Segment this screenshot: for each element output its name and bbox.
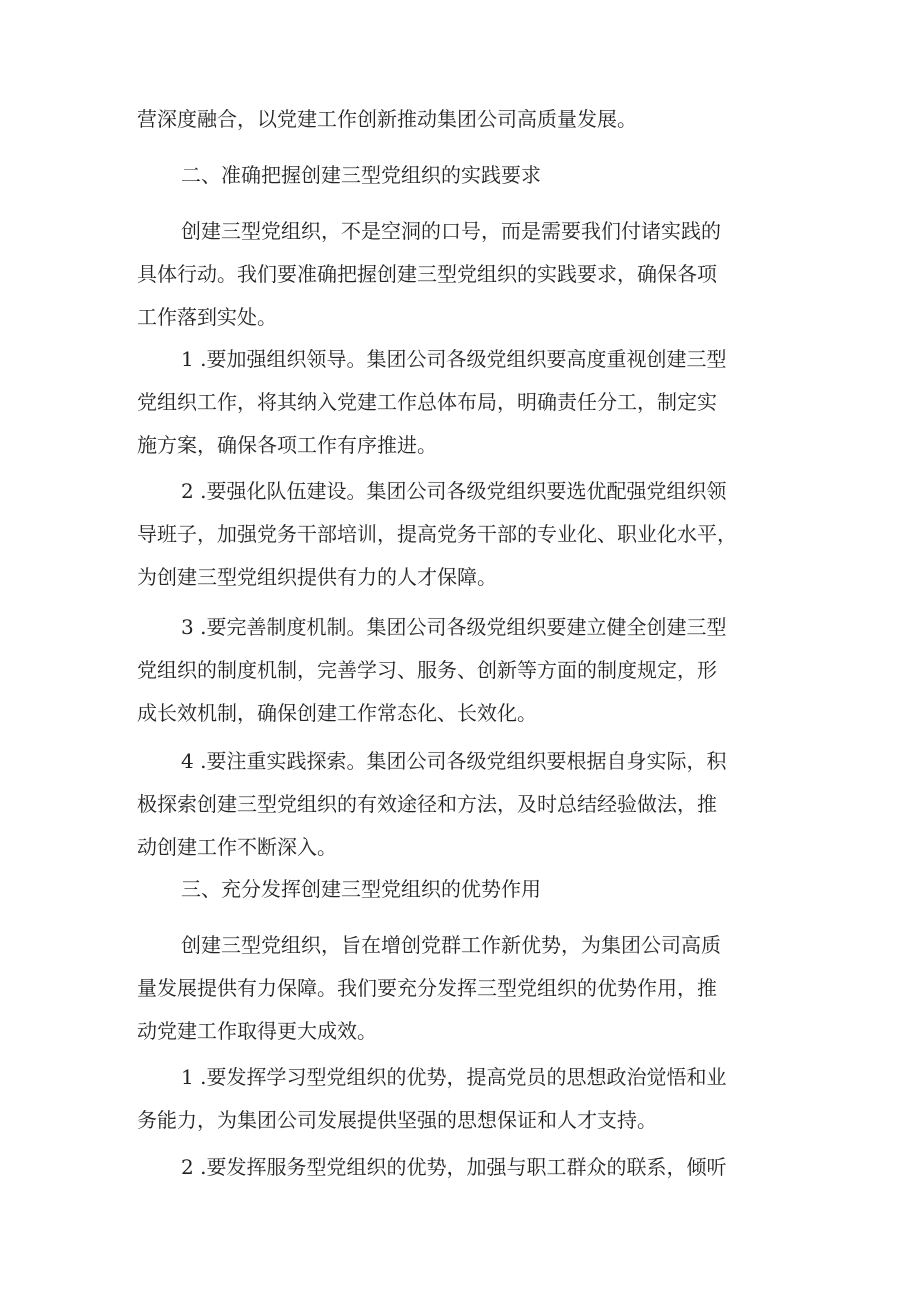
text-line: 成长效机制，确保创建工作常态化、长效化。 xyxy=(137,701,537,725)
section-heading-3 xyxy=(137,868,797,911)
paragraph-continuation xyxy=(137,98,797,141)
text-line: 动党建工作取得更大成效。 xyxy=(137,1019,377,1043)
text-line: 1 .要发挥学习型党组织的优势，提高党员的思想政治觉悟和业 xyxy=(181,1065,727,1089)
text-line: 2 .要发挥服务型党组织的优势，加强与职工群众的联系，倾听 xyxy=(181,1155,727,1179)
text-line: 具体行动。我们要准确把握创建三型党组织的实践要求，确保各项 xyxy=(137,262,717,286)
list-item-3-1 xyxy=(137,1056,797,1142)
text-line: 极探索创建三型党组织的有效途径和方法，及时总结经验做法，推 xyxy=(137,792,717,816)
text-line: 二、准确把握创建三型党组织的实践要求 xyxy=(181,163,541,187)
list-item-2-3 xyxy=(137,606,797,735)
text-line: 创建三型党组织，旨在增创党群工作新优势，为集团公司高质 xyxy=(181,933,721,957)
text-line: 量发展提供有力保障。我们要充分发挥三型党组织的优势作用，推 xyxy=(137,976,717,1000)
text-line: 务能力，为集团公司发展提供坚强的思想保证和人才支持。 xyxy=(137,1108,657,1132)
text-line: 施方案，确保各项工作有序推进。 xyxy=(137,433,437,457)
list-item-2-1 xyxy=(137,338,797,467)
text-line: 党组织工作，将其纳入党建工作总体布局，明确责任分工，制定实 xyxy=(137,390,717,414)
text-line: 3 .要完善制度机制。集团公司各级党组织要建立健全创建三型 xyxy=(181,615,727,639)
text-line: 工作落到实处。 xyxy=(137,305,277,329)
text-line: 导班子，加强党务干部培训，提高党务干部的专业化、职业化水平， xyxy=(137,522,737,546)
paragraph-section-3-intro xyxy=(137,924,797,1053)
text-line: 党组织的制度机制，完善学习、服务、创新等方面的制度规定，形 xyxy=(137,658,717,682)
text-line: 营深度融合，以党建工作创新推动集团公司高质量发展。 xyxy=(137,107,637,131)
text-line: 4 .要注重实践探索。集团公司各级党组织要根据自身实际，积 xyxy=(181,749,727,773)
section-heading-2 xyxy=(137,154,797,197)
list-item-3-2 xyxy=(137,1146,797,1189)
list-item-2-4 xyxy=(137,740,797,869)
text-line: 动创建工作不断深入。 xyxy=(137,835,337,859)
paragraph-section-2-intro xyxy=(137,210,797,339)
list-item-2-2 xyxy=(137,470,797,599)
text-line: 创建三型党组织，不是空洞的口号，而是需要我们付诸实践的 xyxy=(181,219,721,243)
text-line: 为创建三型党组织提供有力的人才保障。 xyxy=(137,565,497,589)
text-line: 三、充分发挥创建三型党组织的优势作用 xyxy=(181,877,541,901)
text-line: 2 .要强化队伍建设。集团公司各级党组织要选优配强党组织领 xyxy=(181,479,727,503)
text-line: 1 .要加强组织领导。集团公司各级党组织要高度重视创建三型 xyxy=(181,347,727,371)
